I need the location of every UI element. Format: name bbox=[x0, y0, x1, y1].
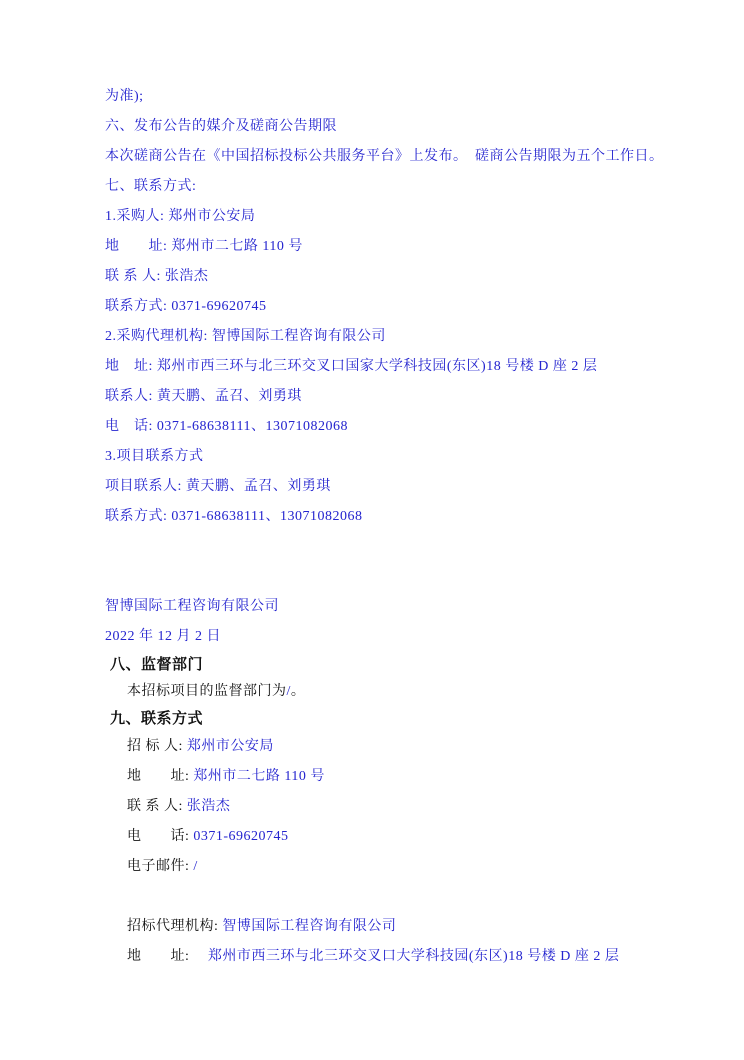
supervision-value: / bbox=[286, 684, 291, 699]
contact-row-label: 联 系 人: bbox=[127, 799, 187, 814]
contact-row-value: 0371-69620745 bbox=[193, 829, 289, 844]
contact-row-agency-address bbox=[105, 942, 716, 972]
contact-row-label: 地 址: bbox=[127, 949, 208, 964]
doc-line-project-contacts: 项目联系人: 黄天鹏、孟召、刘勇琪 bbox=[105, 479, 331, 494]
contact-row-value: 郑州市公安局 bbox=[186, 739, 274, 754]
contact-row-label: 地 址: bbox=[127, 769, 194, 784]
contact-row-value: 智博国际工程咨询有限公司 bbox=[222, 919, 397, 934]
contact-row-value: 张浩杰 bbox=[186, 799, 231, 814]
doc-line-purchaser-address: 地 址: 郑州市二七路 110 号 bbox=[105, 239, 303, 254]
doc-line-project-contact-heading: 3.项目联系方式 bbox=[105, 449, 204, 464]
contact-row-value: 郑州市西三环与北三环交叉口大学科技园(东区)18 号楼 D 座 2 层 bbox=[207, 949, 620, 964]
contact-row-bidder bbox=[105, 732, 716, 762]
doc-line-purchaser-contact: 联 系 人: 张浩杰 bbox=[105, 269, 209, 284]
blank-gap bbox=[105, 882, 716, 912]
section-8-heading: 八、监督部门 bbox=[110, 657, 204, 673]
contact-row-person bbox=[105, 792, 716, 822]
contact-row-label: 电子邮件: bbox=[127, 859, 194, 874]
contact-row-agency bbox=[105, 912, 716, 942]
contact-row-phone bbox=[105, 822, 716, 852]
section-9-heading: 九、联系方式 bbox=[110, 711, 204, 727]
section-8-body bbox=[105, 678, 716, 706]
supervision-text-prefix: 本招标项目的监督部门为 bbox=[127, 684, 287, 699]
doc-line-agent: 2.采购代理机构: 智博国际工程咨询有限公司 bbox=[105, 329, 386, 344]
blank-gap bbox=[105, 532, 716, 592]
contact-row-label: 电 话: bbox=[127, 829, 194, 844]
contact-row-label: 招标代理机构: bbox=[127, 919, 223, 934]
doc-heading-section-6: 六、发布公告的媒介及磋商公告期限 bbox=[105, 119, 337, 134]
contact-row-email bbox=[105, 852, 716, 882]
doc-line-project-phone: 联系方式: 0371-68638111、13071082068 bbox=[105, 509, 363, 524]
doc-line-purchaser-phone: 联系方式: 0371-69620745 bbox=[105, 299, 267, 314]
doc-line-agent-contacts: 联系人: 黄天鹏、孟召、刘勇琪 bbox=[105, 389, 302, 404]
doc-line-wrap-tail: 为准); bbox=[105, 89, 144, 104]
contact-row-label: 招 标 人: bbox=[127, 739, 187, 754]
contact-row-value: / bbox=[193, 859, 198, 874]
signature-agency-name: 智博国际工程咨询有限公司 bbox=[105, 599, 279, 614]
doc-line-publish-media: 本次磋商公告在《中国招标投标公共服务平台》上发布。 磋商公告期限为五个工作日。 bbox=[105, 149, 664, 164]
supervision-text-suffix: 。 bbox=[290, 684, 306, 699]
doc-heading-section-7: 七、联系方式: bbox=[105, 179, 197, 194]
doc-line-purchaser: 1.采购人: 郑州市公安局 bbox=[105, 209, 256, 224]
signature-date: 2022 年 12 月 2 日 bbox=[105, 629, 221, 644]
doc-line-agent-address: 地 址: 郑州市西三环与北三环交叉口国家大学科技园(东区)18 号楼 D 座 2 层 bbox=[105, 359, 598, 374]
contact-row-value: 郑州市二七路 110 号 bbox=[193, 769, 325, 784]
doc-line-agent-phone: 电 话: 0371-68638111、13071082068 bbox=[105, 419, 349, 434]
contact-row-address bbox=[105, 762, 716, 792]
